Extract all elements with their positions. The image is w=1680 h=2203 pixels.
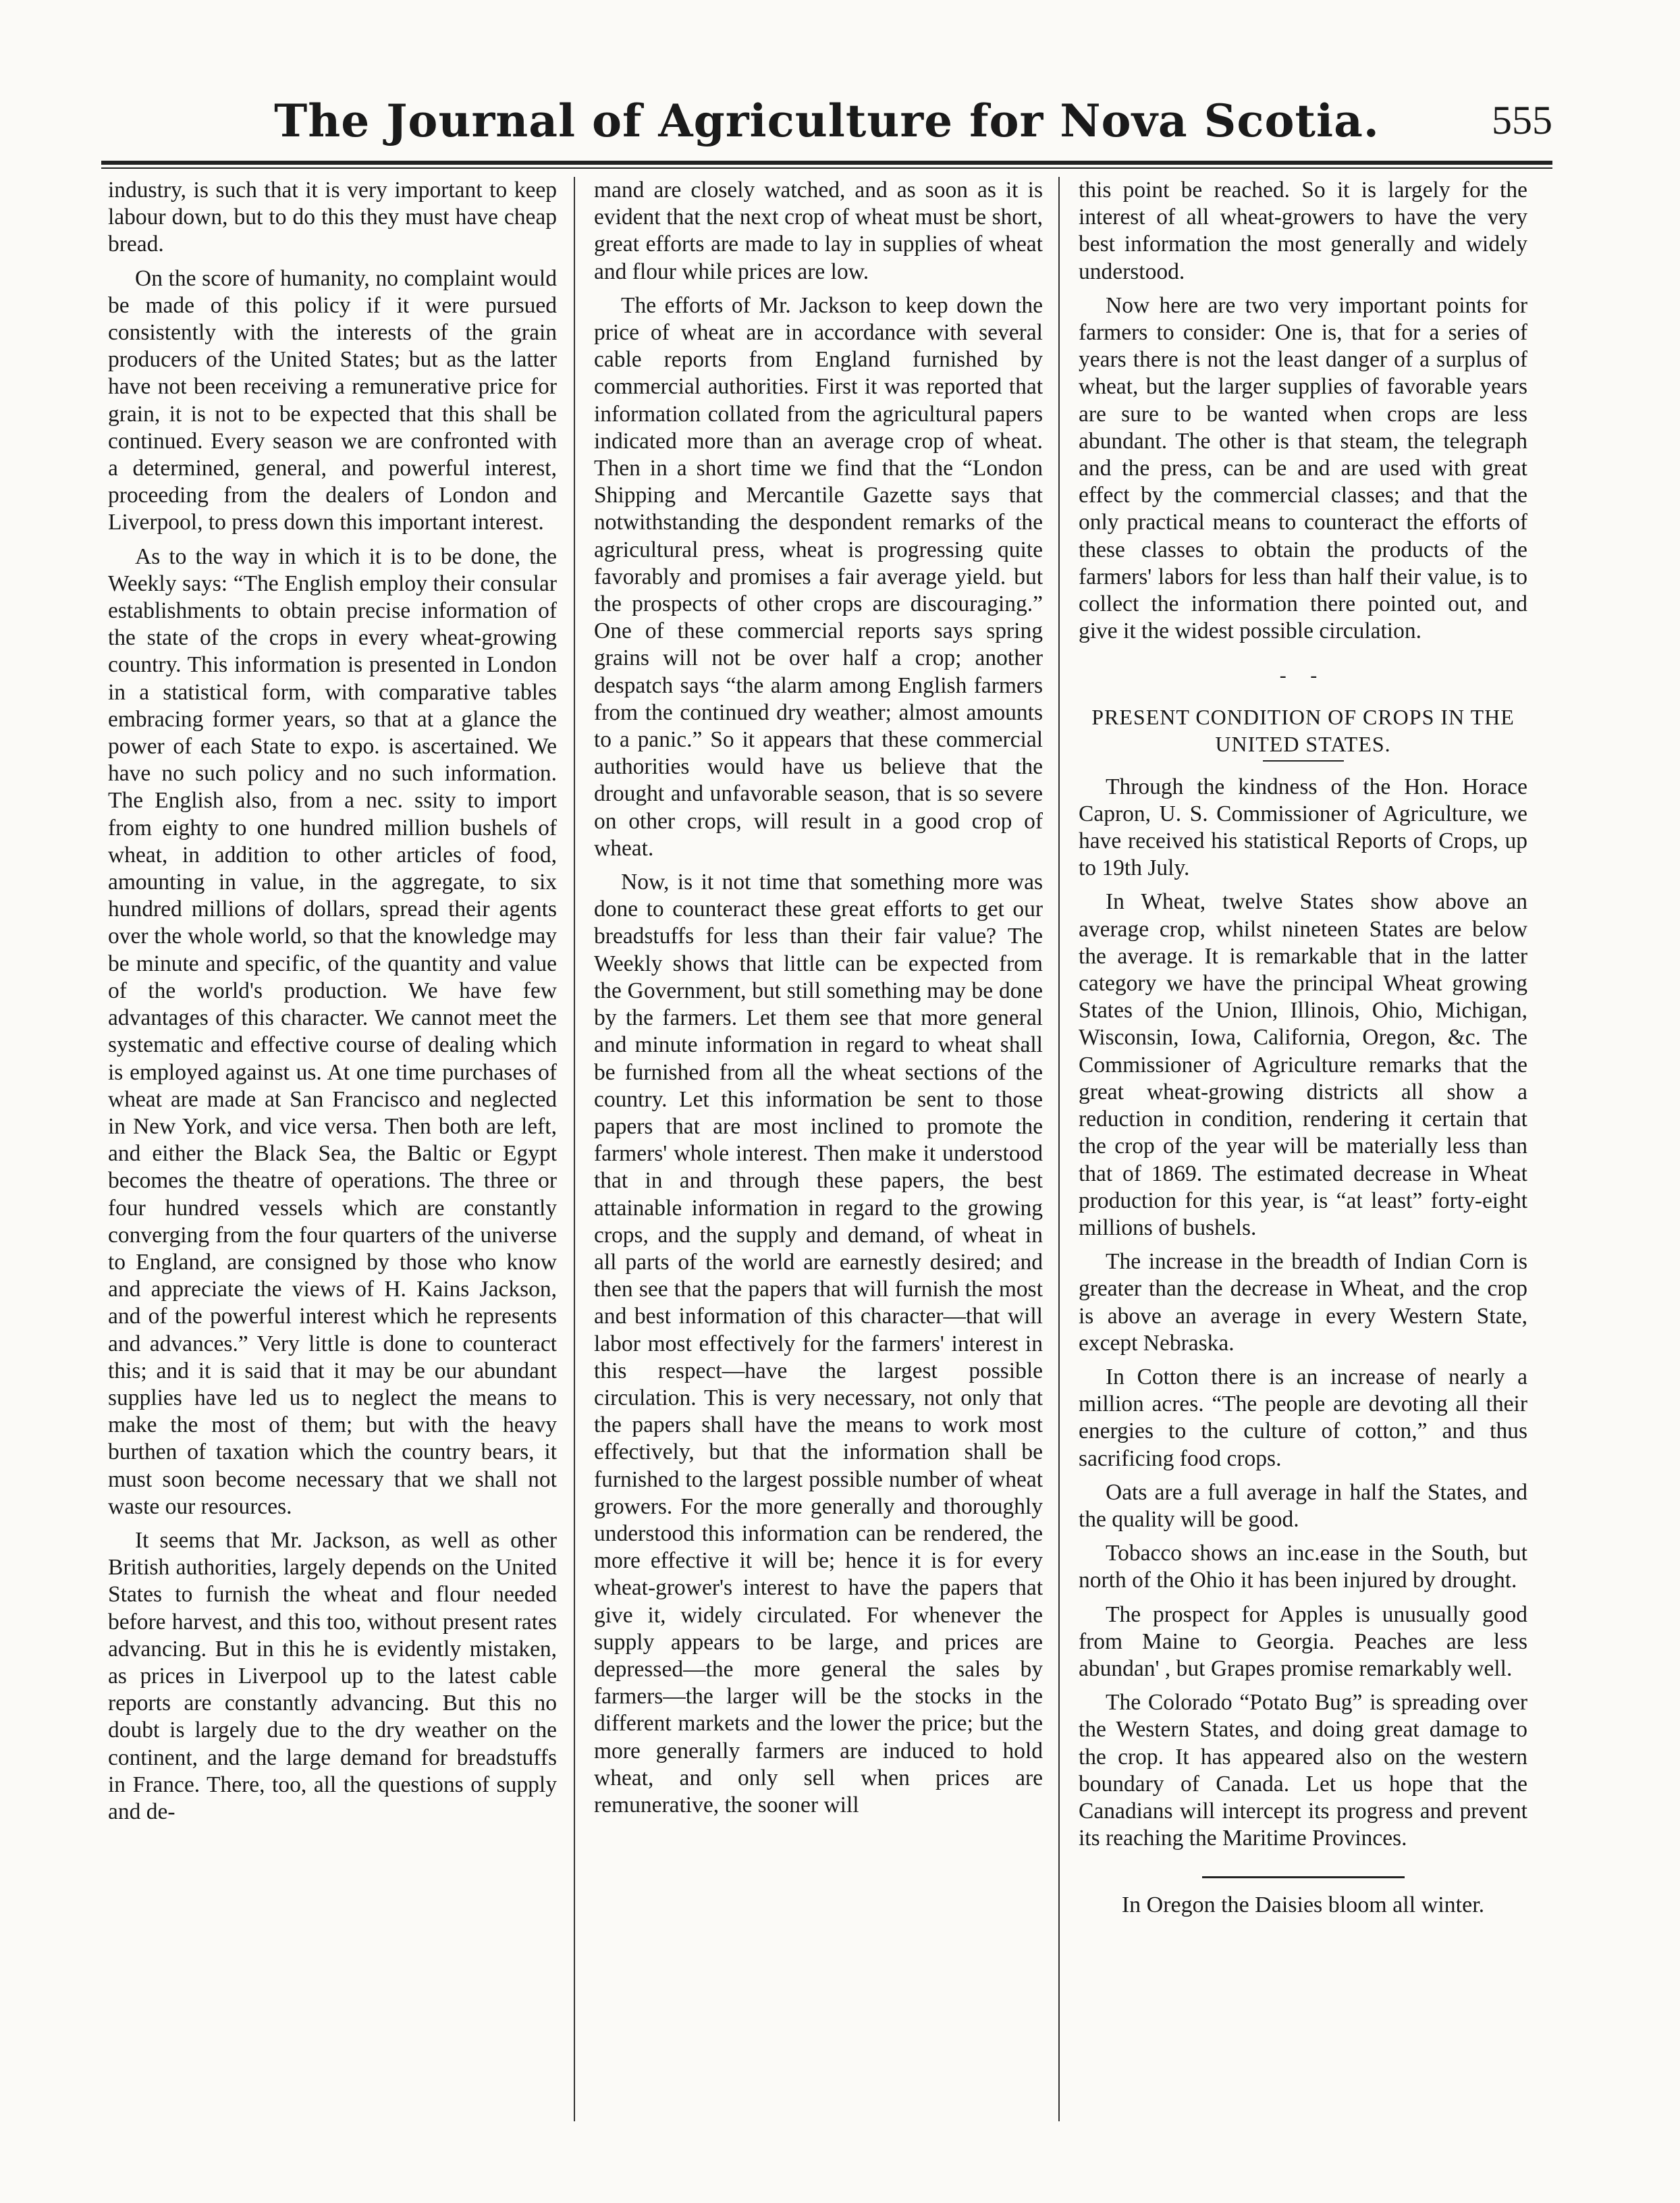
paragraph: On the score of humanity, no complaint would be made of this policy if it were pursued consistently with the interests of the grain producers of the United States; but as the latter have not been receiving a remunerative price for grain, it is not to be expected that this shall be continued. Every season we are confronted with a determined, general, and powerful interest, proceeding from the dealers of London and Liverpool, to press down this important interest. <box>108 265 557 535</box>
column-1 <box>108 177 557 2155</box>
heading-rule <box>1263 760 1344 762</box>
page-number: 555 <box>1492 98 1552 142</box>
column-2 <box>594 177 1043 2155</box>
paragraph: The increase in the breadth of Indian Corn is greater than the decrease in Wheat, and the crop is above an average in every Western State, except Nebraska. <box>1079 1249 1527 1356</box>
page-header <box>101 81 1552 155</box>
footer-note: In Oregon the Daisies bloom all winter. <box>1121 1892 1485 1918</box>
column-divider-1 <box>574 177 575 2121</box>
paragraph: this point be reached. So it is largely for the interest of all wheat-growers to have the very best information the most generally and widely understood. <box>1079 178 1527 284</box>
column-divider-2 <box>1058 177 1060 2121</box>
paragraph: Through the kindness of the Hon. Horace Capron, U. S. Commissioner of Agriculture, we have received his statistical Reports of Crops, up to 19th July. <box>1079 774 1527 881</box>
footer-rule <box>1202 1876 1405 1878</box>
paragraph: It seems that Mr. Jackson, as well as other British authorities, largely depends on the United States to furnish the wheat and flour needed before harvest, and this too, without present rates advancing. But in this he is evidently mistaken, as prices in Liverpool up to the latest cable reports are constantly advancing. But this no doubt is largely due to the dry weather on the continent, and the large demand for breadstuffs in France. There, too, all the questions of supply and de- <box>108 1527 557 1824</box>
paragraph: Oats are a full average in half the States, and the quality will be good. <box>1079 1479 1527 1532</box>
section-heading: PRESENT CONDITION OF CROPS IN THE UNITED STATES. <box>1091 704 1515 756</box>
paragraph: In Cotton there is an increase of nearly a million acres. “The people are devoting all their energies to the culture of cotton,” and thus sacrificing food crops. <box>1079 1364 1527 1471</box>
paragraph: Tobacco shows an inc.ease in the South, but north of the Ohio it has been injured by drought. <box>1079 1541 1527 1593</box>
section-divider: - - <box>1279 664 1327 687</box>
paragraph: Now here are two very important points for farmers to consider: One is, that for a series of years there is not the least danger of a surplus of wheat, but the larger supplies of favorable years are sure to be wanted when crops are less abundant. The other is that steam, the telegraph and the press, can be and are used with great effect by the commercial classes; and that the only practical means to counteract the efforts of these classes to obtain the products of the farmers' labors for less than half their value, is to collect the information there pointed out, and give it the widest possible circulation. <box>1079 292 1527 644</box>
paragraph: mand are closely watched, and as soon as it is evident that the next crop of wheat must be short, great efforts are made to lay in supplies of wheat and flour while prices are low. <box>594 178 1043 284</box>
paragraph: The prospect for Apples is unusually good from Maine to Georgia. Peaches are less abundan' , but Grapes promise remarkably well. <box>1079 1601 1527 1681</box>
journal-title: The Journal of Agriculture for Nova Scotia. <box>274 95 1380 147</box>
header-rule-thin <box>101 167 1552 169</box>
paragraph: In Wheat, twelve States show above an average crop, whilst nineteen States are below the average. It is remarkable that in the latter category we have the principal Wheat growing States of the Union, Illinois, Ohio, Michigan, Wisconsin, Iowa, California, Oregon, &c. The Commissioner of Agriculture remarks that the great wheat-growing districts all show a reduction in condition, rendering it certain that the crop of the year will be materially less than that of 1869. The estimated decrease in Wheat production for this year, is “at least” forty-eight millions of bushels. <box>1079 889 1527 1240</box>
paragraph: As to the way in which it is to be done, the Weekly says: “The English employ their consular establishments to obtain precise information of the state of the crops in every wheat-growing country. This information is presented in London in a statistical form, with comparative tables embracing former years, so that at a glance the power of each State to expo. is ascertained. We have no such policy and no such information. The English also, from a nec. ssity to import from eighty to one hundred million bushels of wheat, in addition to other articles of food, amounting in value, in the aggregate, to six hundred millions of dollars, spread their agents over the whole world, so that the knowledge may be minute and specific, of the quantity and value of the world's production. We have few advantages of this character. We cannot meet the systematic and effective course of dealing which is employed against us. At one time purchases of wheat are made at San Francisco and neglected in New York, and vice versa. Then both are left, and either the Black Sea, the Baltic or Egypt becomes the theatre of operations. The three or four hundred vessels which are constantly converging from the four quarters of the universe to England, are consigned by those who know and appreciate the views of H. Kains Jackson, and of the powerful interest which he represents and advances.” Very little is done to counteract this; and it is said that it may be our abundant supplies have led us to neglect the means to make the most of them; but with the heavy burthen of taxation which the country bears, it must soon become necessary that we shall not waste our resources. <box>108 543 557 1519</box>
paragraph: industry, is such that it is very important to keep labour down, but to do this they must have cheap bread. <box>108 178 557 257</box>
paragraph: Now, is it not time that something more was done to counteract these great efforts to get our breadstuffs for less than their fair value? The Weekly shows that little can be expected from the Government, but still something may be done by the farmers. Let them see that more general and minute information in regard to wheat shall be furnished from all the wheat sections of the country. Let this information be sent to those papers that are most inclined to promote the farmers' whole interest. Then make it understood that in and through these papers, the best attainable information in regard to the growing crops, and the supply and demand, of wheat in all parts of the world are earnestly desired; and then see that the papers that will furnish the most and best information of this character—that will labor most effectively for the farmers' interest in this respect—have the largest possible circulation. This is very necessary, not only that the papers shall have the means to work most effectively, but that the information shall be furnished to the largest possible number of wheat growers. For the more generally and thoroughly understood this information can be rendered, the more effective it will be; hence it is for every wheat-grower's interest to have the papers that give it, widely circulated. For whenever the supply appears to be large, and prices are depressed—the more general the sales by farmers—the larger will be the stocks in the different markets and the lower the price; but the more generally farmers are induced to hold wheat, and only sell when prices are remunerative, the sooner will <box>594 870 1043 1817</box>
header-rule <box>101 161 1552 165</box>
paragraph: The Colorado “Potato Bug” is spreading over the Western States, and doing great damage to the crop. It has appeared also on the western boundary of Canada. Let us hope that the Canadians will intercept its progress and prevent its reaching the Maritime Provinces. <box>1079 1690 1527 1851</box>
paragraph: The efforts of Mr. Jackson to keep down the price of wheat are in accordance with several cable reports from England furnished by commercial authorities. First it was reported that information collated from the agricultural papers indicated more than an average crop of wheat. Then in a short time we find that the “London Shipping and Mercantile Gazette says that notwithstanding the despondent remarks of the agricultural press, wheat is progressing quite favorably and promises a fair average yield. but the prospects of other crops are discouraging.” One of these commercial reports says spring grains will not be over half a crop; another despatch says “the alarm among English farmers from the continued dry weather; almost amounts to a panic.” So it appears that these commercial authorities would have us believe that the drought and unfavorable season, that is so severe on other crops, will result in a good crop of wheat. <box>594 292 1043 861</box>
column-3 <box>1079 177 1527 2155</box>
